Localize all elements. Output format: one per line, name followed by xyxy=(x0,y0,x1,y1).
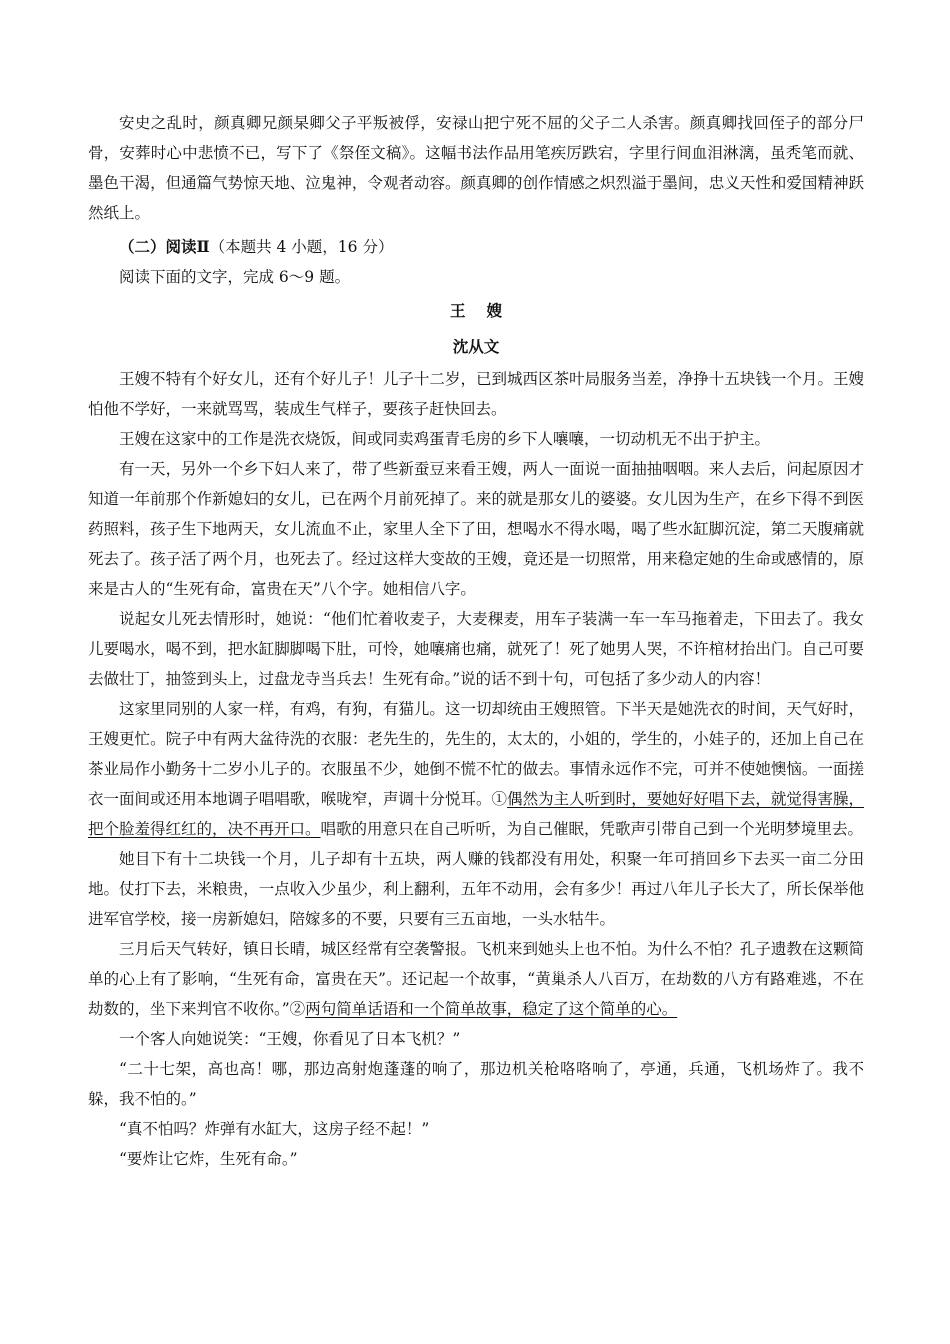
section-instruction: 阅读下面的文字，完成 6～9 题。 xyxy=(119,268,351,286)
story-paragraph-5 xyxy=(88,694,864,844)
p5-text-after: 唱歌的用意只在自己听听，为自己催眠，凭歌声引带自己到一个光明梦境里去。 xyxy=(320,820,864,838)
section-note: （本题共 4 小题，16 分） xyxy=(209,238,394,256)
dialogue-line-1: 一个客人向她说笑：“王嫂，你看见了日本飞机？” xyxy=(119,1030,461,1048)
p5-text-before: 这家里同别的人家一样，有鸡，有狗，有猫儿。这一切却统由王嫂照管。下半天是她洗衣的时间，天气好时，王嫂更忙。院子中有两大盆待洗的衣服：老先生的，先生的，太太的，小姐的，学生的，小娃子的，还加上自己在茶业局作小勤务十二岁小儿子的。衣服虽不少，她倒不慌不忙的做去。事情永远作不完，可并不使她懊恼。一面搓衣一面间或还用本地调子唱唱歌，喉咙窄，声调十分悦耳。① xyxy=(88,700,864,808)
story-paragraph-2: 王嫂在这家中的工作是洗衣烧饭，间或同卖鸡蛋青毛房的乡下人嚷嚷，一切动机无不出于护主。 xyxy=(119,430,771,448)
underlined-sentence-1: 偶然为主人听到时，要她好好唱下去，就觉得害臊，把个脸羞得红红的，决不再开口。 xyxy=(88,790,864,838)
dialogue-line-2: “二十七架，高也高！哪，那边高射炮蓬蓬的响了，那边机关枪咯咯响了，亭通，兵通，飞机场炸了。我不躲，我不怕的。” xyxy=(88,1060,864,1108)
story-paragraph-1: 王嫂不特有个好女儿，还有个好儿子！儿子十二岁，已到城西区茶叶局服务当差，净挣十五块钱一个月。王嫂怕他不学好，一来就骂骂，装成生气样子，要孩子赶快回去。 xyxy=(88,370,864,418)
underlined-sentence-2: 两句简单话语和一个简单故事，稳定了这个简单的心。 xyxy=(305,1000,678,1018)
p7-text-before: 三月后天气转好，镇日长晴，城区经常有空袭警报。飞机来到她头上也不怕。为什么不怕？孔子遗教在这颗简单的心上有了影响，“生死有命，富贵在天”。还记起一个故事，“黄巢杀人八百万，在劫数的八方有路难逃，不在劫数的，坐下来判官不收你。”② xyxy=(88,940,864,1018)
dialogue-line-4: “要炸让它炸，生死有命。” xyxy=(119,1150,298,1168)
intro-paragraph: 安史之乱时，颜真卿兄颜杲卿父子平叛被俘，安禄山把宁死不屈的父子二人杀害。颜真卿找回侄子的部分尸骨，安葬时心中悲愤不已，写下了《祭侄文稿》。这幅书法作品用笔疾厉跌宕，字里行间血泪淋漓，虽秃笔而就、墨色干渴，但通篇气势惊天地、泣鬼神，令观者动容。颜真卿的创作情感之炽烈溢于墨间，忠义天性和爱国精神跃然纸上。 xyxy=(88,114,864,222)
story-paragraph-6: 她目下有十二块钱一个月，儿子却有十五块，两人赚的钱都没有用处，积聚一年可捎回乡下去买一亩二分田地。仗打下去，米粮贵，一点收入少虽少，利上翻利，五年不动用，会有多少！再过八年儿子长大了，所长保举他进军官学校，接一房新媳妇，陪嫁多的不要，只要有三五亩地，一头水牯牛。 xyxy=(88,850,864,928)
story-paragraph-3: 有一天，另外一个乡下妇人来了，带了些新蚕豆来看王嫂，两人一面说一面抽抽咽咽。来人去后，问起原因才知道一年前那个作新媳妇的女儿，已在两个月前死掉了。来的就是那女儿的婆婆。女儿因为生产，在乡下得不到医药照料，孩子生下地两天，女儿流血不止，家里人全下了田，想喝水不得水喝，喝了些水缸脚沉淀，第二天腹痛就死去了。孩子活了两个月，也死去了。经过这样大变故的王嫂，竟还是一切照常，用来稳定她的生命或感情的，原来是古人的“生死有命，富贵在天”八个字。她相信八字。 xyxy=(88,460,864,598)
story-author: 沈从文 xyxy=(452,337,500,356)
document-page xyxy=(88,108,864,1174)
story-title: 王 嫂 xyxy=(450,301,510,320)
dialogue-line-3: “真不怕吗？炸弹有水缸大，这房子经不起！” xyxy=(119,1120,430,1138)
story-paragraph-7 xyxy=(88,934,864,1024)
story-paragraph-4: 说起女儿死去情形时，她说：“他们忙着收麦子，大麦稞麦，用车子装满一车一车马拖着走，下田去了。我女儿要喝水，喝不到，把水缸脚脚喝下肚，可怜，她嚷痛也痛，就死了！死了她男人哭，不许棺材抬出门。自己可要去做壮丁，抽签到头上，过盘龙寺当兵去！生死有命。”说的话不到十句，可包括了多少动人的内容！ xyxy=(88,610,864,688)
section-heading: （二）阅读Ⅱ xyxy=(119,237,210,256)
section-header xyxy=(88,232,864,262)
